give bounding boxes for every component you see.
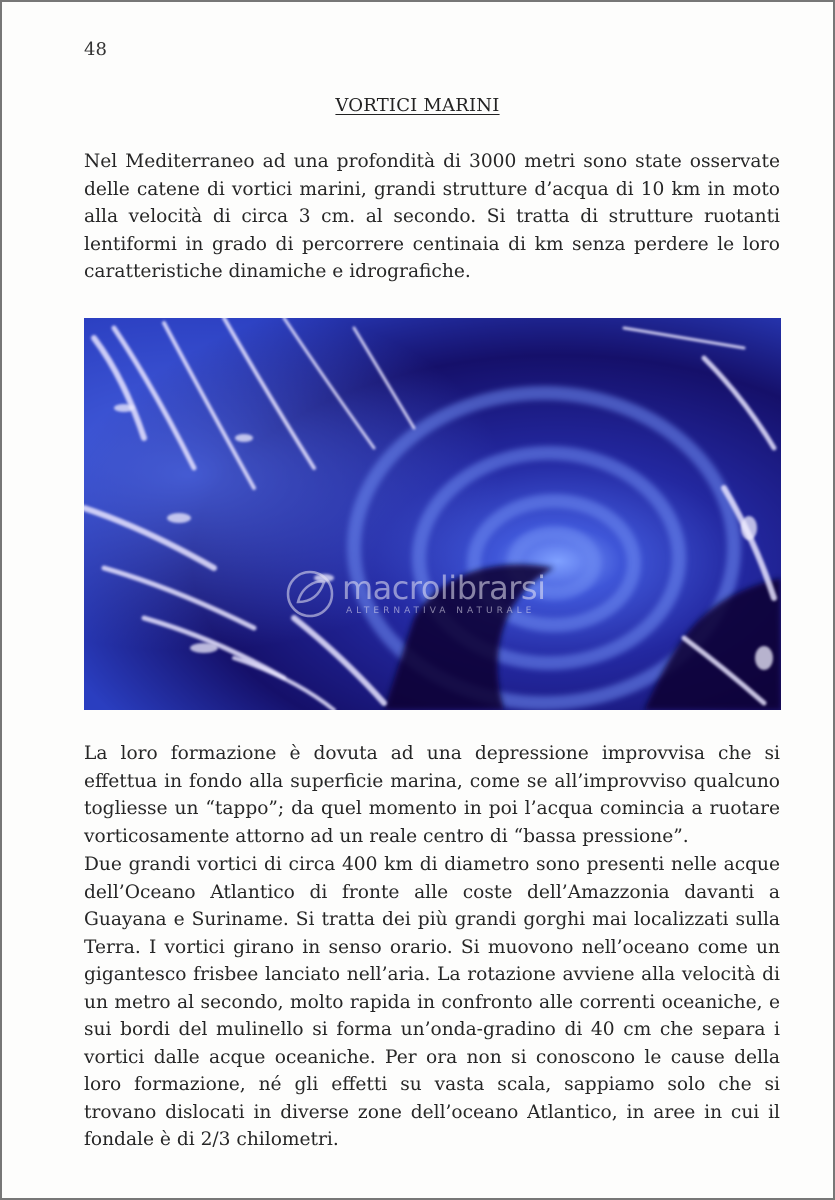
paragraph-3: Due grandi vortici di circa 400 km di diametro sono presenti nelle acque dell’Oceano Atlantico di fronte alle coste dell’Amazzonia davanti a Guayana e Suriname. Si tratta dei più grandi gorghi mai localizzati sulla Terra. I vortici girano in senso orario. Si muovono nell’oceano come un gigantesco frisbee lanciato nell’aria. La rotazione avviene alla velocità di un metro al secondo, molto rapida in confronto alle correnti oceaniche, e sui bordi del mulinello si forma un’onda-gradino di 40 cm che separa i vortici dalle acque oceaniche. Per ora non si conoscono le cause della loro formazione, né gli effetti su vasta scala, sappiamo solo che si trovano dislocati in diverse zone dell’oceano Atlantico, in aree in cui il fondale è di 2/3 chilometri. bbox=[84, 854, 780, 1150]
page-number: 48 bbox=[84, 39, 107, 60]
title-text: VORTICI MARINI bbox=[335, 95, 500, 116]
vortex-illustration bbox=[84, 318, 781, 710]
leaf-logo-icon bbox=[284, 568, 336, 620]
watermark-brand: macrolibrarsi bbox=[342, 569, 546, 607]
watermark-tagline: ALTERNATIVA NATURALE bbox=[346, 606, 536, 616]
watermark bbox=[284, 568, 545, 620]
paragraph-1: Nel Mediterraneo ad una profondità di 3000 metri sono state osservate delle catene di vortici marini, grandi strutture d’acqua di 10 km in moto alla velocità di circa 3 cm. al secondo. Si tratta di strutture ruotanti lentiformi in grado di percorrere centinaia di km senza perdere le loro caratteristiche dinamiche e idrografiche. bbox=[84, 151, 780, 282]
paragraph-2: La loro formazione è dovuta ad una depressione improvvisa che si effettua in fondo alla superficie marina, come se all’improvviso qualcuno togliesse un “tappo”; da quel momento in poi l’acqua comincia a ruotare vorticosamente attorno ad un reale centro di “bassa pressione”. bbox=[84, 743, 780, 847]
vortex-photo bbox=[84, 318, 781, 710]
page-title bbox=[2, 95, 833, 116]
